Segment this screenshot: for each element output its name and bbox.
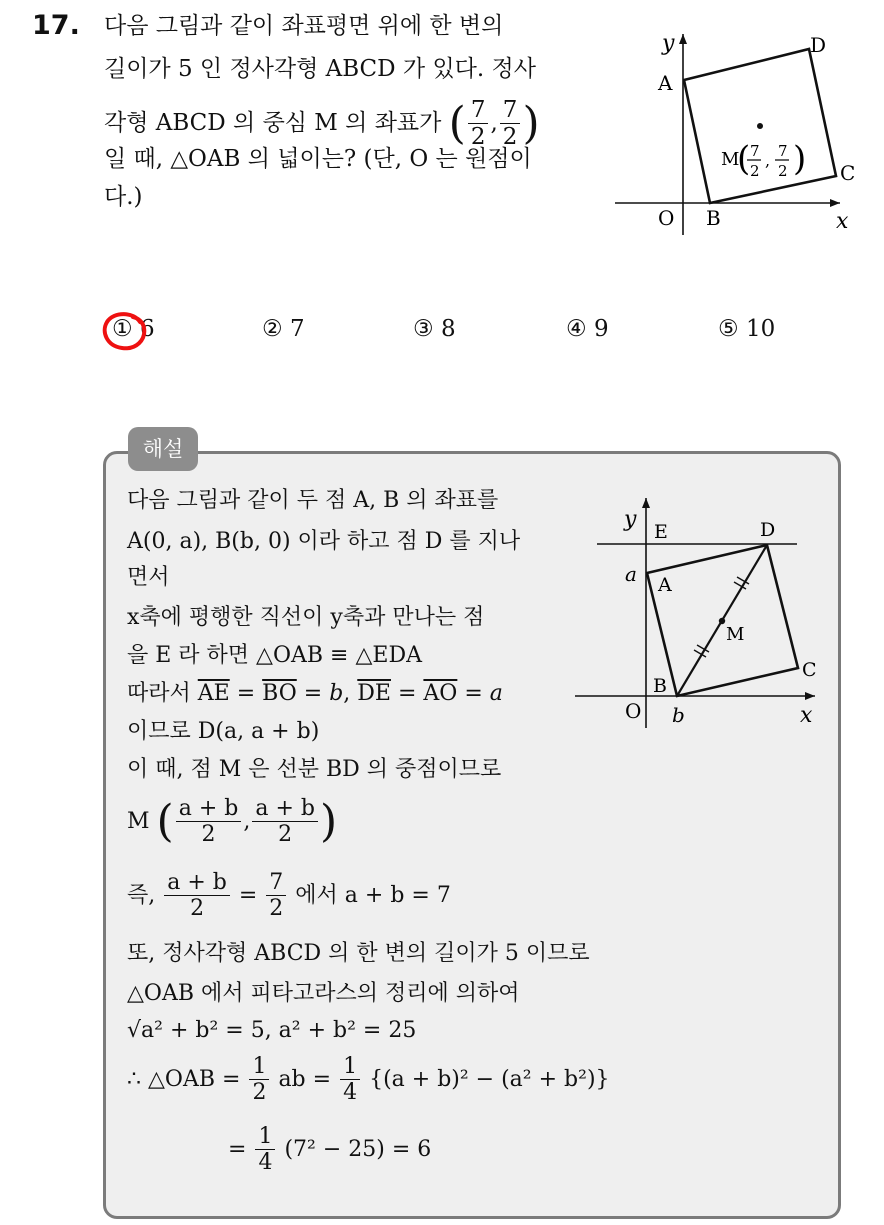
quarter-fraction [255,1124,275,1176]
y-axis-label: y [624,507,637,532]
solution-line-4: x축에 평행한 직선이 y축과 만나는 점 [127,605,485,630]
frac-den: 2 [502,124,518,151]
rhs-fraction [266,870,286,922]
choice-marker: ⑤ [718,316,739,342]
solution-line-10: 즉, $\frac{a + b}{2}$ = $\frac{7}{2}$ 에서 a + b = 7 [127,870,451,922]
solution-line-5: 을 E 라 하면 △OAB ≡ △EDA [127,643,422,668]
frac-num: 1 [255,1124,275,1150]
quarter-fraction [340,1054,360,1106]
paren-open: ( [448,97,466,149]
m-x-fraction [176,796,242,848]
frac-den: 2 [278,822,293,848]
m-paren-close: ) [793,139,807,179]
choice-5[interactable] [718,316,775,342]
m-paren-open: ( [737,139,751,179]
m-frac-num: 7 [778,142,788,160]
point-b-label: B [706,206,721,230]
frac-num: 7 [500,97,521,124]
paren-open: ( [156,795,174,847]
m-comma: , [765,151,771,170]
choice-marker: ④ [566,316,587,342]
frac-den: 4 [258,1150,273,1176]
frac-den: 2 [252,1080,267,1106]
origin-label: O [625,699,642,723]
midpoint-m [719,618,725,624]
choice-value: 7 [289,316,305,342]
point-d-label: D [760,519,776,541]
segment-ao: $\overline{AO}$ [423,681,458,706]
solution-line-14 [127,1054,610,1106]
step-suffix: 에서 a + b = 7 [295,882,451,908]
question-line-1: 다음 그림과 같이 좌표평면 위에 한 변의 [104,13,504,39]
solution-line-9: M ( $\frac{a + b}{2}$ , $\frac{a + b}{2}$ ) [127,795,338,848]
origin-label: O [658,206,675,230]
choice-4[interactable] [566,316,609,342]
line14-mid: ab = [278,1066,332,1092]
question-line-5: 다.) [104,184,143,210]
question-number: 17. [32,10,80,41]
point-m-label: M [726,624,745,645]
solution-line-8: 이 때, 점 M 은 선분 BD 의 중점이므로 [127,757,502,782]
solution-line-12: △OAB 에서 피타고라스의 정리에 의하여 [127,981,520,1006]
point-b-label: B [653,675,667,697]
point-m-label: M [721,149,740,170]
m-label: M [127,808,150,834]
a-intercept-label: a [625,562,637,586]
line6-prefix: 따라서 [127,681,191,706]
x-axis-arrow [830,199,840,207]
m-y-fraction [252,796,318,848]
choice-3[interactable] [413,316,456,342]
choice-marker: ① [112,316,133,342]
point-c-label: C [802,659,817,681]
step-prefix: 즉, [127,882,156,908]
point-d-label: D [810,33,827,57]
m-frac-den: 2 [778,162,788,180]
solution-line-15: = $\frac{1}{4}$ (7² − 25) = 6 [228,1124,432,1176]
question-line-3: 각형 ABCD 의 중심 M 의 좌표가 [104,109,442,136]
frac-num: a + b [176,796,242,822]
frac-den: 2 [269,896,284,922]
line15-post: (7² − 25) = 6 [284,1136,432,1162]
frac-num: 7 [468,97,489,124]
line14-prefix: ∴ △OAB = [127,1066,241,1092]
choice-2[interactable] [262,316,305,342]
point-e-label: E [654,521,668,543]
segment-bo: $\overline{BO}$ [262,681,297,706]
choice-value: 9 [593,316,609,342]
frac-den: 2 [470,124,486,151]
paren-close: ) [319,795,338,847]
point-a-label: A [658,574,672,596]
lhs-fraction [164,870,230,922]
x-axis-label: x [800,703,813,728]
segment-de: $\overline{DE}$ [357,681,391,706]
point-a-label: A [658,71,673,95]
choice-marker: ② [262,316,283,342]
solution-figure [570,490,830,735]
frac-num: a + b [252,796,318,822]
solution-line-7: 이므로 D(a, a + b) [127,719,320,744]
y-axis-arrow [642,498,650,508]
question-figure [600,20,870,240]
frac-den: 4 [343,1080,358,1106]
frac-num: 1 [249,1054,269,1080]
solution-tag: 해설 [128,427,198,471]
frac-den: 2 [201,822,216,848]
m-frac-num: 7 [750,142,760,160]
question-line-2: 길이가 5 인 정사각형 ABCD 가 있다. 정사 [104,56,536,82]
choice-value: 6 [139,316,155,342]
question-line-3-wrap: 각형 ABCD 의 중심 M 의 좌표가 ( $\frac{7}{2}$ , $\frac{7}{2}$ ) [104,97,540,151]
solution-line-2: A(0, a), B(b, 0) 이라 하고 점 D 를 지나 [127,529,521,554]
answer-circle-mark [100,308,152,354]
line14-post: {(a + b)² − (a² + b²)} [369,1066,610,1092]
frac-num: 7 [266,870,286,896]
segment-ae: $\overline{AE}$ [197,681,230,706]
x-axis-label: x [836,209,849,234]
choice-value: 10 [745,316,776,342]
y-axis-arrow [679,34,687,44]
solution-line-13: √a² + b² = 5, a² + b² = 25 [127,1018,417,1043]
frac-den: 2 [190,896,205,922]
solution-line-1: 다음 그림과 같이 두 점 A, B 의 좌표를 [127,488,499,513]
solution-line-6: 따라서 $\overline{AE} = \overline{BO} = b$, $\overline{DE} = \overline{AO} = a$ [127,681,503,706]
point-c-label: C [840,161,856,185]
half-fraction [249,1054,269,1106]
question-line-4: 일 때, △OAB 의 넓이는? (단, O 는 원점이 [104,146,532,172]
choice-marker: ③ [413,316,434,342]
m-frac-den: 2 [750,162,760,180]
frac-num: 1 [340,1054,360,1080]
paren-close: ) [522,97,540,149]
b-intercept-label: b [672,703,685,727]
y-axis-label: y [662,31,675,56]
frac-num: a + b [164,870,230,896]
choice-value: 8 [440,316,456,342]
solution-line-3: 면서 [127,565,170,590]
solution-line-11: 또, 정사각형 ABCD 의 한 변의 길이가 5 이므로 [127,941,590,966]
center-point-m [757,123,763,129]
x-axis-arrow [805,692,815,700]
